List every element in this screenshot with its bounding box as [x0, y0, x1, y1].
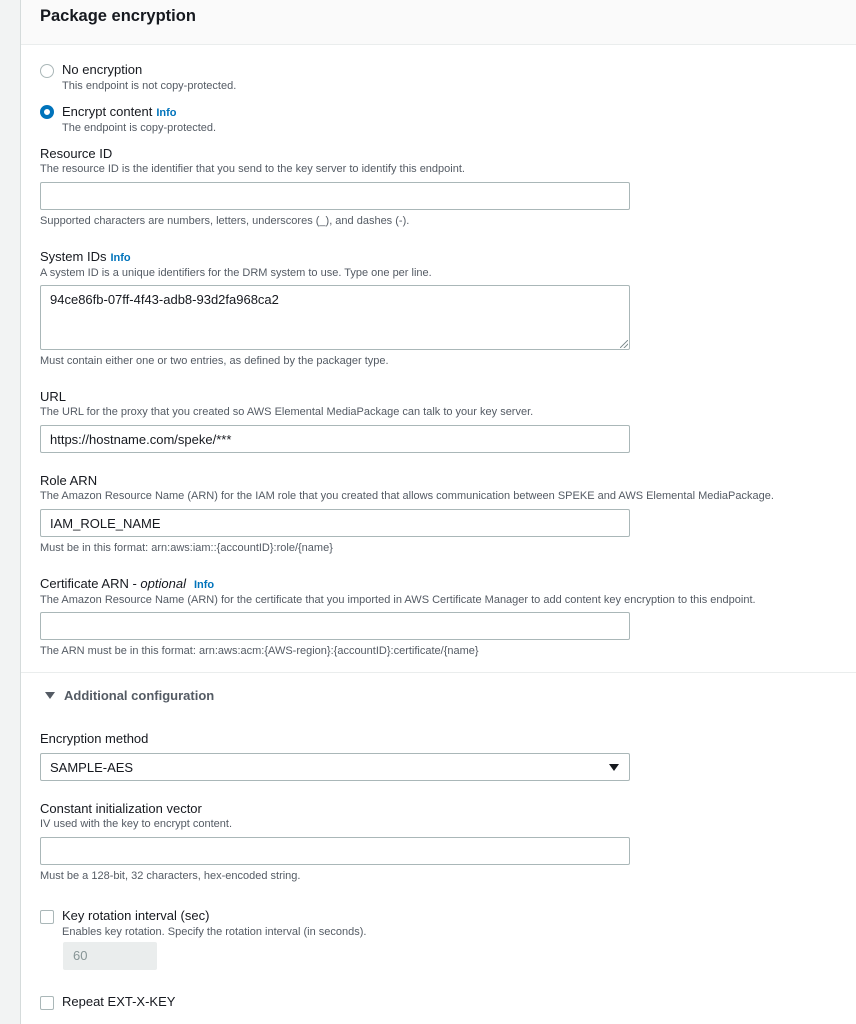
info-link[interactable]: Info [156, 107, 177, 119]
additional-configuration-toggle[interactable] [45, 688, 214, 703]
radio-label: No encryption [62, 62, 143, 77]
url-input[interactable]: https://hostname.com/speke/*** [40, 425, 630, 453]
radio-description: The endpoint is copy-protected. [62, 122, 217, 134]
resource-id-field [40, 146, 465, 176]
info-link[interactable]: Info [193, 579, 215, 591]
certificate-arn-input[interactable] [40, 612, 630, 640]
radio-button-no-encryption[interactable] [40, 64, 54, 78]
role-arn-field [40, 473, 774, 503]
url-label: URL [40, 389, 67, 404]
certificate-arn-label [40, 576, 756, 593]
constant-iv-label: Constant initialization vector [40, 801, 202, 816]
role-arn-input[interactable]: IAM_ROLE_NAME [40, 509, 630, 537]
caret-down-icon [45, 692, 55, 699]
constant-iv-input[interactable] [40, 837, 630, 865]
additional-configuration-label: Additional configuration [64, 688, 215, 703]
encryption-method-label: Encryption method [40, 731, 149, 746]
panel-title: Package encryption [40, 7, 196, 25]
resource-id-input[interactable] [40, 182, 630, 210]
system-ids-description: A system ID is a unique identifiers for the DRM system to use. Type one per line. [40, 267, 432, 279]
encryption-method-value: SAMPLE-AES [50, 760, 134, 775]
resize-handle-icon[interactable] [620, 340, 628, 348]
encryption-method-field [40, 731, 148, 747]
resource-id-label: Resource ID [40, 146, 113, 161]
constant-iv-hint: Must be a 128-bit, 32 characters, hex-encoded string. [40, 870, 301, 882]
certificate-arn-hint: The ARN must be in this format: arn:aws:acm:{AWS-region}:{accountID}:certificate/{name} [40, 645, 479, 657]
resource-id-description: The resource ID is the identifier that you send to the key server to identify this endpoint. [40, 163, 465, 175]
caret-down-icon [609, 764, 619, 771]
key-rotation-interval-input[interactable]: 60 [63, 942, 157, 970]
panel-header [21, 0, 856, 45]
constant-iv-field [40, 801, 232, 831]
role-arn-hint: Must be in this format: arn:aws:iam::{accountID}:role/{name} [40, 542, 333, 554]
role-arn-label: Role ARN [40, 473, 98, 488]
certificate-arn-field [40, 576, 756, 607]
radio-description: This endpoint is not copy-protected. [62, 80, 237, 92]
key-rotation-checkbox[interactable] [40, 910, 54, 924]
role-arn-description: The Amazon Resource Name (ARN) for the IAM role that you created that allows communication between SPEKE and AWS Elemental MediaPackage. [40, 490, 774, 502]
system-ids-value: 94ce86fb-07ff-4f43-adb8-93d2fa968ca2 [50, 292, 279, 307]
system-ids-field [40, 249, 432, 280]
resource-id-hint: Supported characters are numbers, letters, underscores (_), and dashes (-). [40, 215, 410, 227]
section-divider [21, 672, 856, 673]
repeat-ext-x-key-label: Repeat EXT-X-KEY [62, 994, 176, 1009]
repeat-ext-x-key-checkbox[interactable] [40, 996, 54, 1010]
key-rotation-description: Enables key rotation. Specify the rotation interval (in seconds). [62, 926, 367, 938]
system-ids-hint: Must contain either one or two entries, as defined by the packager type. [40, 355, 389, 367]
info-link[interactable]: Info [110, 252, 131, 264]
certificate-arn-label-text: Certificate ARN - [40, 576, 141, 591]
system-ids-label-text: System IDs [40, 249, 107, 264]
certificate-arn-description: The Amazon Resource Name (ARN) for the certificate that you imported in AWS Certificate Manager to add content key encryption to this endpoint. [40, 594, 756, 606]
constant-iv-description: IV used with the key to encrypt content. [40, 818, 232, 830]
radio-label-text: Encrypt content [62, 104, 153, 119]
system-ids-label [40, 249, 432, 266]
package-encryption-panel [20, 0, 856, 1024]
radio-label-encrypt [62, 104, 177, 119]
url-description: The URL for the proxy that you created so AWS Elemental MediaPackage can talk to your key server. [40, 406, 534, 418]
system-ids-textarea[interactable] [40, 285, 630, 350]
key-rotation-label: Key rotation interval (sec) [62, 908, 210, 923]
url-field [40, 389, 533, 419]
encryption-method-select[interactable] [40, 753, 630, 781]
radio-button-encrypt-content[interactable] [40, 105, 54, 119]
optional-tag: optional [140, 576, 186, 591]
